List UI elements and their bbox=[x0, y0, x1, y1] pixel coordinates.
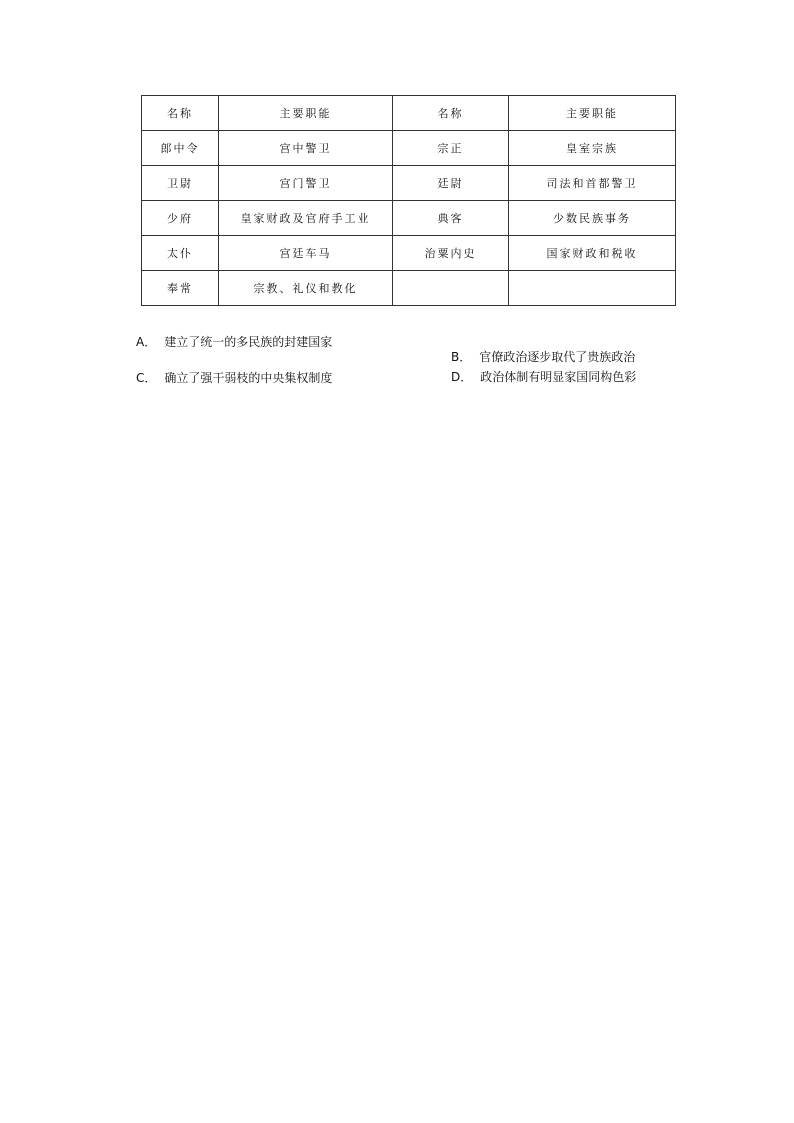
officials-table bbox=[141, 95, 676, 306]
table-header-cell: 名称 bbox=[393, 96, 509, 131]
option-c[interactable] bbox=[136, 369, 332, 386]
option-b-key: B． bbox=[451, 350, 472, 364]
table-cell bbox=[509, 271, 676, 306]
table-cell: 治粟内史 bbox=[393, 236, 509, 271]
option-d[interactable] bbox=[451, 368, 636, 385]
table-cell: 皇室宗族 bbox=[509, 131, 676, 166]
table-header-row bbox=[142, 96, 676, 131]
table-cell: 卫尉 bbox=[142, 166, 219, 201]
table-cell: 宫门警卫 bbox=[219, 166, 393, 201]
table-cell: 廷尉 bbox=[393, 166, 509, 201]
option-c-text: 确立了强干弱枝的中央集权制度 bbox=[164, 371, 333, 385]
table-header-cell: 主要职能 bbox=[509, 96, 676, 131]
table-cell bbox=[393, 271, 509, 306]
table-row bbox=[142, 271, 676, 306]
table-cell: 宫中警卫 bbox=[219, 131, 393, 166]
table-row bbox=[142, 166, 676, 201]
table-cell: 司法和首都警卫 bbox=[509, 166, 676, 201]
table-cell: 少府 bbox=[142, 201, 219, 236]
table-cell: 奉常 bbox=[142, 271, 219, 306]
table-cell: 太仆 bbox=[142, 236, 219, 271]
table-cell: 典客 bbox=[393, 201, 509, 236]
table-cell: 国家财政和税收 bbox=[509, 236, 676, 271]
option-a[interactable] bbox=[136, 333, 332, 350]
table-row bbox=[142, 131, 676, 166]
table-row bbox=[142, 201, 676, 236]
option-b[interactable] bbox=[451, 348, 635, 365]
officials-table-body bbox=[142, 96, 676, 306]
table-cell: 宗教、礼仪和教化 bbox=[219, 271, 393, 306]
table-cell: 宗正 bbox=[393, 131, 509, 166]
option-d-text: 政治体制有明显家国同构色彩 bbox=[480, 370, 637, 384]
option-a-key: A． bbox=[136, 335, 157, 349]
option-c-key: C． bbox=[136, 371, 157, 385]
table-cell: 少数民族事务 bbox=[509, 201, 676, 236]
option-b-text: 官僚政治逐步取代了贵族政治 bbox=[479, 350, 636, 364]
table-row bbox=[142, 236, 676, 271]
table-header-cell: 名称 bbox=[142, 96, 219, 131]
table-header-cell: 主要职能 bbox=[219, 96, 393, 131]
table-cell: 宫廷车马 bbox=[219, 236, 393, 271]
table-cell: 皇家财政及官府手工业 bbox=[219, 201, 393, 236]
table-cell: 郎中令 bbox=[142, 131, 219, 166]
option-d-key: D． bbox=[451, 370, 473, 384]
option-a-text: 建立了统一的多民族的封建国家 bbox=[164, 335, 333, 349]
